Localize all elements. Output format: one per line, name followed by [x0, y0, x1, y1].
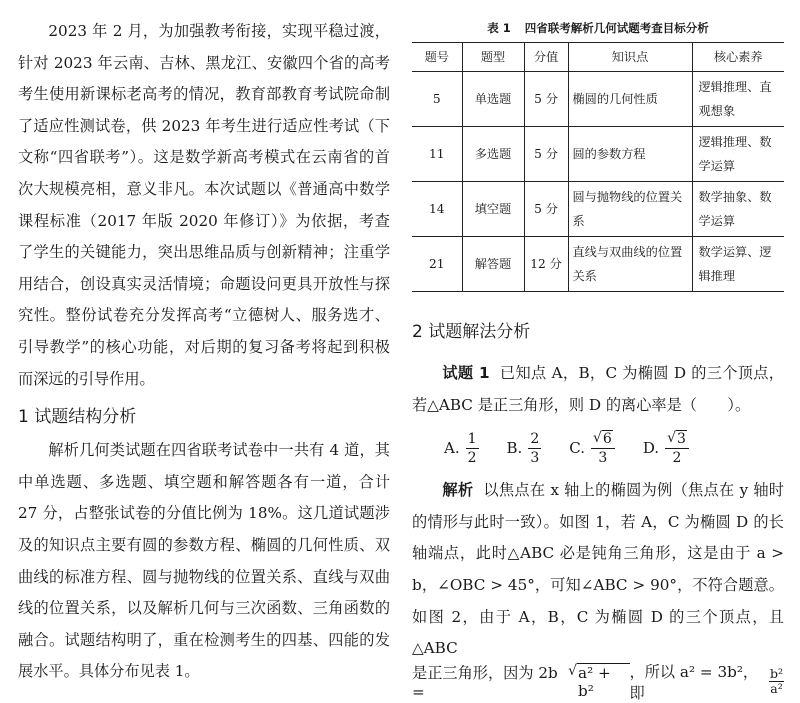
option-fraction [591, 430, 615, 466]
fraction-denominator: 3 [530, 449, 540, 466]
solution-math-line [412, 662, 784, 702]
radicand: 6 [602, 431, 612, 448]
solution-last-b: ，所以 a² = 3b²，即 [629, 662, 759, 702]
table-cell: 直线与双曲线的位置关系 [568, 237, 692, 292]
section1-paragraph: 解析几何类试题在四省联考试卷中一共有 4 道，其中单选题、多选题、填空题和解答题各有一道，合计 27 分，占整张试卷的分值比例为 18%。这几道试题涉及的知识点主要有圆的参数方程、椭圆的几何性质、双曲线的标准方程、圆与抛物线的位置关系、直线与双曲线的位置关系，以及解析几何与三次函数、三角函数的融合。试题结构明了，重在检测考生的四基、四能的发展水平。具体分布见表 1。 [18, 441, 390, 681]
table-cell: 单选题 [462, 72, 524, 127]
section2-heading: 2 试题解法分析 [412, 322, 531, 342]
fraction-numerator: b² [769, 666, 783, 682]
fraction-numerator [665, 430, 689, 449]
table-cell: 21 [428, 257, 445, 271]
sqrt-icon: √ [667, 430, 676, 447]
solution-text: 以焦点在 x 轴上的椭圆为例（焦点在 y 轴时的情形与此时一致）。如图 1，若 A，C 为椭圆 D 的长轴端点，此时△ABC 必是钝角三角形，这是由于 a > b，∠OBC > 45°，可知∠ABC > 90°，不符合题意。如图 2，由于 A，B，C 为椭圆 D 的三个顶点，且△ABC [412, 481, 784, 658]
table-cell: 11 [428, 147, 445, 161]
table-row [412, 72, 784, 127]
option-letter: D. [642, 439, 660, 458]
table-header-row [412, 43, 784, 72]
option-fraction [665, 430, 689, 466]
table-cell: 解答题 [462, 237, 524, 292]
table-cell: 圆与抛物线的位置关系 [568, 182, 692, 237]
table-cell: 12 分 [524, 237, 568, 292]
option-d [643, 430, 689, 466]
table-cell: 逻辑推理、直观想象 [692, 72, 784, 127]
table-cell: 数学抽象、数学运算 [692, 182, 784, 237]
table-cell: 5 [432, 92, 441, 106]
sqrt-icon: √ [568, 663, 578, 680]
option-b [507, 431, 542, 466]
fraction-numerator [591, 430, 615, 449]
fraction-numerator: 1 [467, 430, 477, 447]
fraction-denominator: a² [770, 681, 783, 697]
table-cell: 多选题 [462, 127, 524, 182]
table-row [412, 127, 784, 182]
answer-options [412, 421, 784, 475]
radicand: 3 [677, 431, 686, 448]
table-caption-number: 表 1 [487, 21, 511, 35]
option-fraction [466, 431, 479, 466]
solution-label: 解析 [442, 481, 474, 500]
solution-last-a: 是正三角形，因为 2b = [412, 664, 558, 702]
intro-paragraph: 2023 年 2 月，为加强教考衔接，实现平稳过渡，针对 2023 年云南、吉林、黑龙江、安徽四个省的高考考生使用新课标老高考的情况，教育部教育考试院命制了适应性测试卷，供 2023 年考生进行适应性考试（下文称“四省联考”）。这是数学新高考模式在云南省的首次大规模亮相，意义非凡。本次试题以《普通高中数学课程标准（2017 年版 2020 年修订）》为依据，考查了学生的关键能力，突出思维品质与创新精神；注重学用结合，创设真实灵活情境；命题设问更具开放性与探究性。整份试卷充分发挥高考“立德树人、服务选才、引导教学”的核心功能，对后期的复习备考将起到积极而深远的引导作用。 [18, 22, 390, 388]
option-fraction [528, 431, 541, 466]
table-cell: 填空题 [462, 182, 524, 237]
table-cell: 5 分 [524, 72, 568, 127]
fraction-denominator: 2 [672, 450, 682, 467]
sqrt-icon: √ [592, 430, 602, 447]
left-column [18, 16, 390, 688]
option-letter: B. [506, 439, 523, 458]
fraction-denominator: 2 [467, 449, 477, 466]
right-column [412, 16, 784, 702]
table-header-cell: 题号 [424, 50, 449, 64]
fraction-numerator: 2 [530, 430, 540, 447]
table-cell: 5 分 [524, 127, 568, 182]
solution-fraction [769, 667, 784, 696]
option-c [569, 430, 615, 466]
table-cell: 数学运算、逻辑推理 [692, 237, 784, 292]
table-header-cell: 核心素养 [692, 43, 784, 72]
sqrt-expression [568, 663, 629, 700]
table-cell: 5 分 [524, 182, 568, 237]
table-header-cell: 题型 [462, 43, 524, 72]
radicand: a² + b² [577, 663, 630, 700]
fraction-denominator: 3 [598, 450, 608, 467]
question-text: 已知点 A，B，C 为椭圆 D 的三个顶点，若△ABC 是正三角形，则 D 的离心率是（ ）。 [412, 364, 784, 414]
table-cell: 逻辑推理、数学运算 [692, 127, 784, 182]
question-label: 试题 1 [442, 364, 490, 382]
table-row [412, 182, 784, 237]
table-cell: 椭圆的几何性质 [568, 72, 692, 127]
table-header-cell: 知识点 [568, 43, 692, 72]
table-cell: 14 [428, 202, 445, 216]
table-header-cell: 分值 [524, 43, 568, 72]
option-letter: A. [444, 439, 460, 458]
table-caption-title: 四省联考解析几何试题考查目标分析 [524, 21, 709, 35]
table-caption [412, 20, 784, 36]
table-row [412, 237, 784, 292]
option-a [444, 431, 479, 466]
question-paragraph [412, 358, 784, 421]
table-cell: 圆的参数方程 [568, 127, 692, 182]
section1-heading: 1 试题结构分析 [18, 407, 137, 428]
solution-paragraph [412, 475, 784, 665]
analysis-table [412, 42, 784, 292]
option-letter: C. [569, 439, 585, 458]
